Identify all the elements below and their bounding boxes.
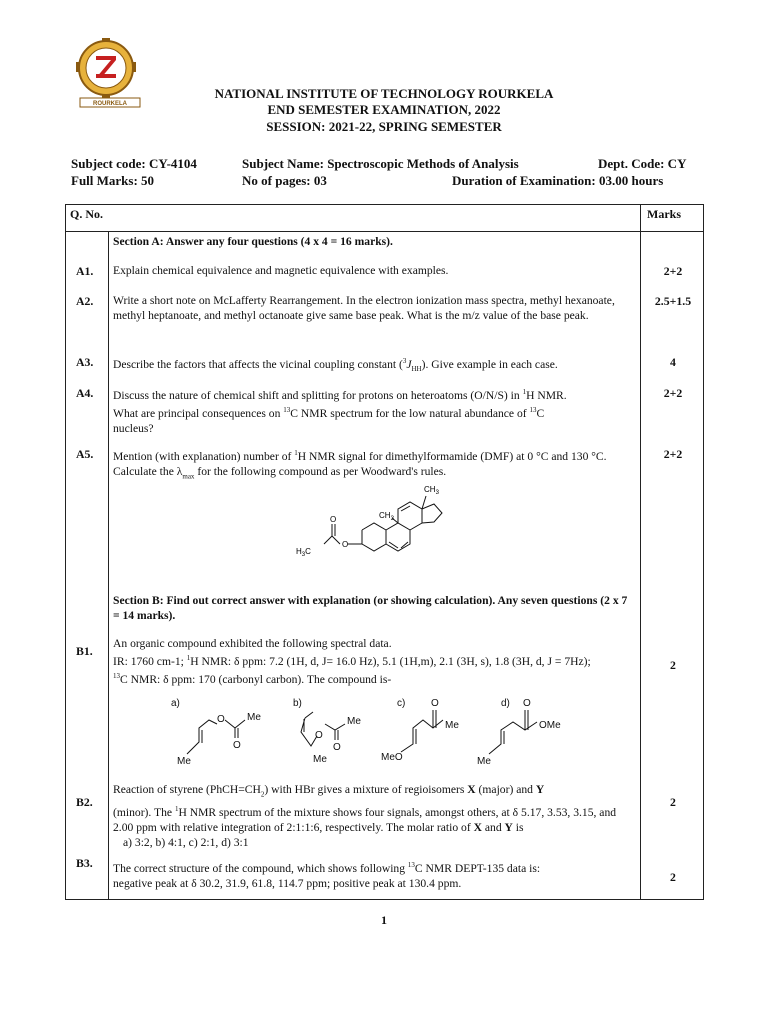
institute-title: NATIONAL INSTITUTE OF TECHNOLOGY ROURKELA: [214, 86, 554, 101]
svg-text:O: O: [523, 698, 531, 709]
question-text: Mention (with explanation) number of $^1$H NMR signal for dimethylformamide (DMF) at 0 °C and 130 °C. Calculate the $\lambda_{max}$ for the following compound as per Woodward's rules.: [113, 449, 607, 481]
svg-text:d): d): [501, 698, 510, 709]
svg-text:a): a): [171, 698, 180, 709]
marks-header: Marks: [647, 207, 681, 221]
question-text: Write a short note on McLafferty Rearrangement. In the electron ionization mass spectra, methyl hexanoate, methyl heptanoate, and methyl octanoate give same base peak. What is the m/z value of the base peak.: [113, 294, 615, 322]
question-text: Discuss the nature of chemical shift and splitting for protons on heteroatoms (O/N/S) in $^1$H NMR. What are principal consequences on $^{13}$C NMR spectrum for the low natural abundance of $^{13}$C nucleus?: [113, 388, 567, 435]
question-number: A3.: [76, 355, 94, 369]
question-marks: 2: [670, 658, 676, 672]
svg-text:b): b): [293, 698, 302, 709]
svg-text:O: O: [217, 714, 225, 725]
qno-header: Q. No.: [70, 207, 103, 221]
dept-code: Dept. Code: CY: [598, 156, 687, 171]
svg-text:O: O: [315, 730, 323, 741]
question-number: A2.: [76, 294, 94, 308]
section-a-heading: Section A: Answer any four questions (4 x 4 = 16 marks).: [113, 235, 393, 248]
question-number: B1.: [76, 644, 93, 658]
question-text: Describe the factors that affects the vicinal coupling constant $(^3J_{HH})$. Give example in each case.: [113, 357, 558, 374]
exam-title: END SEMESTER EXAMINATION, 2022: [267, 102, 501, 117]
svg-text:O: O: [342, 540, 349, 549]
header-cell-qno: [66, 205, 641, 232]
svg-text:H3C: $H_3C$: [296, 547, 311, 558]
duration: Duration of Examination: 03.00 hours: [452, 173, 664, 188]
svg-text:O: O: [330, 515, 337, 524]
question-marks: 2+2: [663, 386, 683, 400]
svg-text:MeO: MeO: [381, 752, 403, 763]
question-marks: 2: [670, 870, 676, 884]
session-title: SESSION: 2021-22, SPRING SEMESTER: [266, 119, 502, 134]
question-number: A1.: [76, 264, 94, 278]
svg-text:Me: Me: [313, 754, 327, 765]
question-text: Explain chemical equivalence and magnetic equivalence with examples.: [113, 264, 449, 277]
question-marks: 2+2: [663, 264, 683, 278]
question-number: A5.: [76, 447, 94, 461]
question-marks: 2.5+1.5: [654, 294, 692, 308]
full-marks: Full Marks: 50: [71, 173, 155, 188]
svg-text:c): c): [397, 698, 406, 709]
section-b-heading: Section B: Find out correct answer with explanation (or showing calculation). Any seven questions (2 x 7 = 14 marks).: [113, 594, 628, 622]
question-number: B2.: [76, 795, 93, 809]
svg-text:Me: Me: [177, 756, 191, 767]
svg-text:CH3: $CH_3$: [424, 485, 439, 496]
svg-text:Me: Me: [445, 720, 459, 731]
page-number: 1: [381, 913, 387, 927]
steroid-structure: [292, 478, 468, 562]
svg-text:O: O: [233, 740, 241, 751]
question-marks: 2+2: [663, 447, 683, 461]
svg-text:OMe: OMe: [539, 720, 561, 731]
question-number: B3.: [76, 856, 93, 870]
svg-text:CH3: $CH_3$: [379, 511, 394, 522]
subject-code: Subject code: CY-4104: [71, 156, 197, 171]
svg-text:Me: Me: [247, 712, 261, 723]
svg-text:ROURKELA: ROURKELA: [93, 101, 127, 107]
no-of-pages: No of pages: 03: [242, 173, 327, 188]
question-text: Reaction of styrene $(PhCH=CH_2)$ with HBr gives a mixture of regioisomers X (major) and Y (minor). The $^1$H NMR spectrum of the mixture shows four signals, amongst others, at δ 5.17, 3.53, 3.15, and 2.00 ppm with relative integration of 2:1:1:6, respectively. The molar ratio of X and Y is a) 3:2, b) 4:1, c) 2:1, d) 3:1: [113, 783, 617, 850]
svg-text:O: O: [333, 742, 341, 753]
question-text: The correct structure of the compound, which shows following $^{13}$C NMR DEPT-135 data is: negative peak at δ 30.2, 31.9, 61.8, 114.7 ppm; positive peak at 130.4 ppm.: [113, 861, 541, 890]
question-text: An organic compound exhibited the following spectral data. IR: 1760 cm-1; $^1$H NMR: δ ppm: 7.2 (1H, d, J= 16.0 Hz), 5.1 (1H,m), 2.1 (3H, s), 1.8 (3H, d, J = 7Hz); $^{13}$C NMR: δ ppm: 170 (carbonyl carbon). The compound is-: [113, 637, 591, 686]
svg-text:O: O: [431, 698, 439, 709]
svg-text:Me: Me: [477, 756, 491, 767]
b1-options-structures: [165, 688, 585, 770]
svg-text:Me: Me: [347, 716, 361, 727]
question-marks: 2: [670, 795, 676, 809]
question-marks: 4: [670, 355, 676, 369]
subject-name: Subject Name: Spectroscopic Methods of Analysis: [242, 156, 519, 171]
question-number: A4.: [76, 386, 94, 400]
